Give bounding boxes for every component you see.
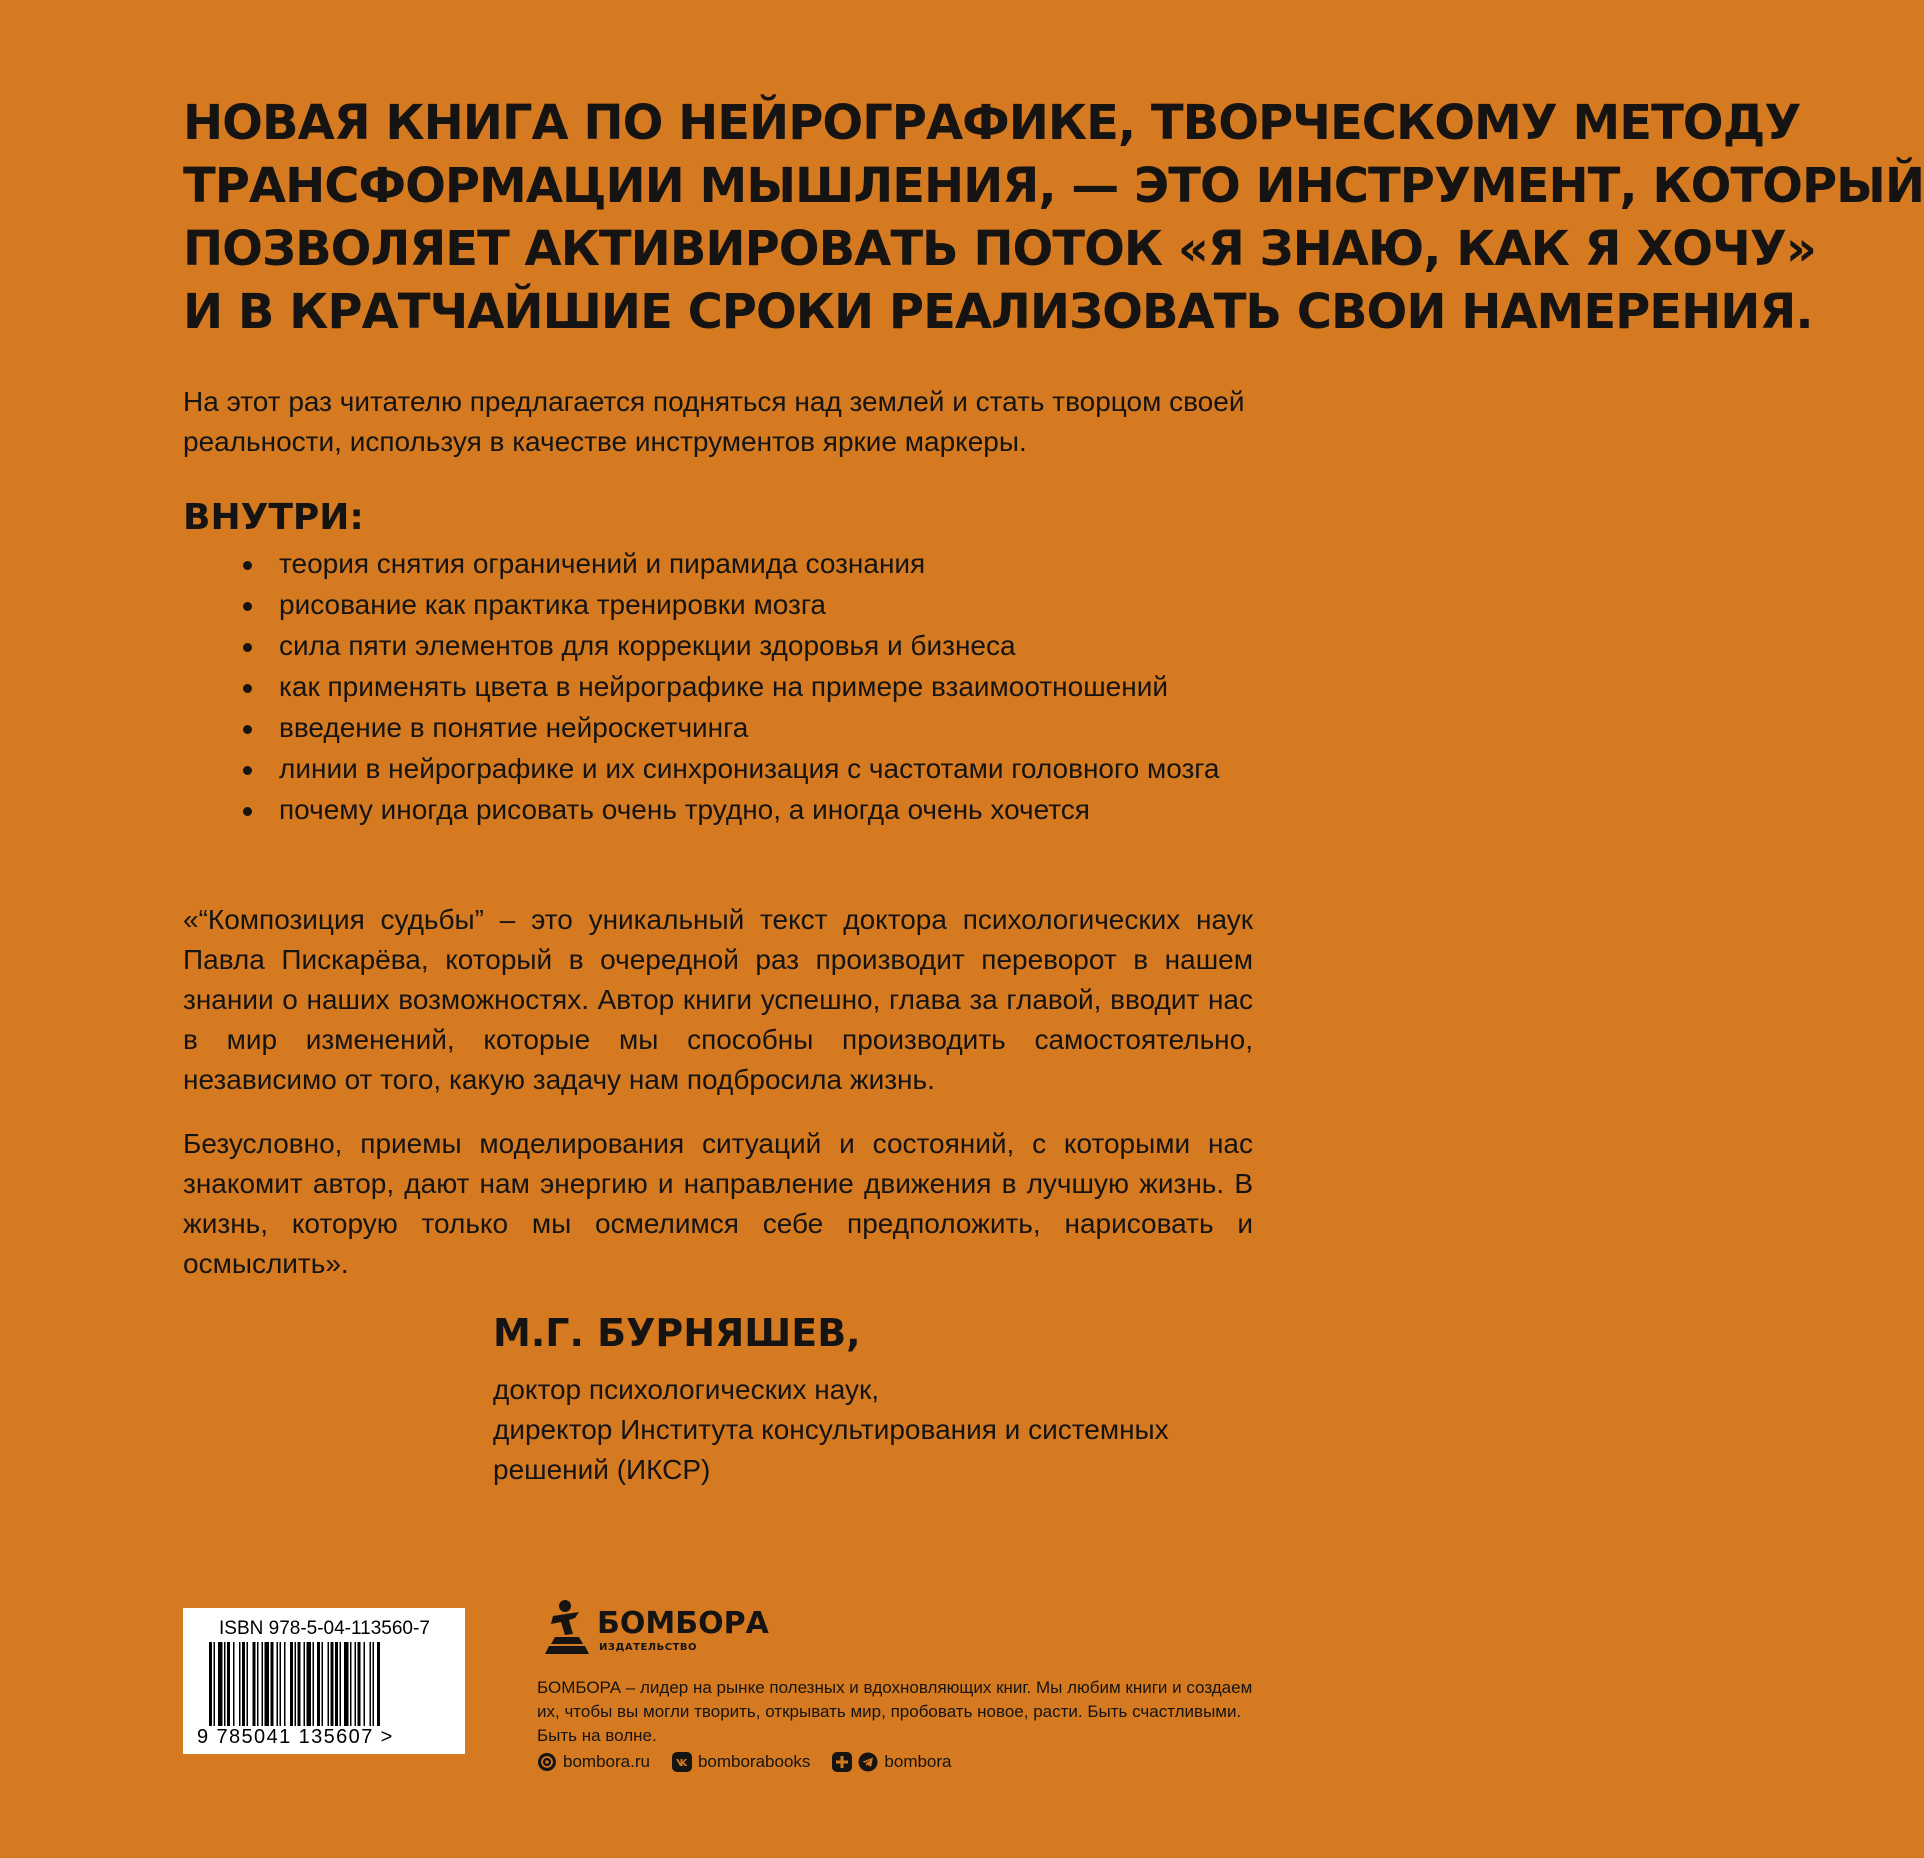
barcode-bar xyxy=(233,1642,235,1726)
barcode-bar xyxy=(298,1642,301,1726)
list-item-text: как применять цвета в нейрографике на примере взаимоотношений xyxy=(279,671,1168,702)
quote-paragraph-1: «“Композиция судьбы” – это уникальный текст доктора психологических наук Павла Пискарёва, который в очередной раз производит переворот в нашем знании о наших возможностях. Автор книги успешно, глава за главой, вводит нас в мир изменений, которые мы способны производить самостоятельно, независимо от того, какую задачу нам подбросила жизнь. xyxy=(183,904,1253,1095)
barcode-bar xyxy=(218,1642,223,1726)
barcode-bar xyxy=(262,1642,264,1726)
barcode-bar xyxy=(239,1642,241,1726)
bullet-icon xyxy=(243,684,252,693)
barcode-bar xyxy=(355,1642,357,1726)
barcode-bar xyxy=(280,1642,282,1726)
list-item-text: введение в понятие нейроскетчинга xyxy=(279,712,749,743)
logo-name: БОМБОРА xyxy=(597,1606,769,1641)
inside-list xyxy=(243,544,1253,831)
publisher-logo xyxy=(539,1592,769,1664)
barcode-bar xyxy=(350,1642,352,1726)
list-item-text: линии в нейрографике и их синхронизация с частотами головного мозга xyxy=(279,753,1220,784)
list-item xyxy=(243,708,1253,748)
social-label: bomborabooks xyxy=(697,1752,811,1771)
barcode-bar xyxy=(331,1642,334,1726)
bullet-icon xyxy=(243,561,252,570)
barcode-bar xyxy=(304,1642,306,1726)
barcode-bar xyxy=(224,1642,226,1726)
headline-line-4: И В КРАТЧАЙШИЕ СРОКИ РЕАЛИЗОВАТЬ СВОИ НАМЕРЕНИЯ. xyxy=(183,284,1813,340)
globe-icon xyxy=(537,1752,557,1772)
author-role-line-1: доктор психологических наук, xyxy=(493,1374,880,1405)
barcode-bar xyxy=(317,1642,320,1726)
list-item xyxy=(243,544,1253,584)
headline xyxy=(183,92,1924,344)
barcode-bar xyxy=(209,1642,212,1726)
barcode-bar xyxy=(373,1642,375,1726)
barcode-bar xyxy=(328,1642,330,1726)
social-link-site[interactable] xyxy=(537,1752,650,1772)
barcode-bar xyxy=(247,1642,249,1726)
headline-line-3: ПОЗВОЛЯЕТ АКТИВИРОВАТЬ ПОТОК «Я ЗНАЮ, КАК Я ХОЧУ» xyxy=(183,221,1816,277)
list-item-text: теория снятия ограничений и пирамида сознания xyxy=(279,548,926,579)
barcode-bar xyxy=(313,1642,315,1726)
barcode-bar xyxy=(265,1642,270,1726)
barcode-bars xyxy=(209,1642,441,1726)
review-quote xyxy=(183,900,1253,1308)
barcode-bar xyxy=(370,1642,372,1726)
social-link-vk[interactable] xyxy=(672,1752,810,1772)
social-link-messengers[interactable] xyxy=(832,1752,951,1772)
barcode-bar xyxy=(340,1642,342,1726)
bombora-logo-icon xyxy=(539,1596,595,1658)
publisher-description: БОМБОРА – лидер на рынке полезных и вдохновляющих книг. Мы любим книги и создаем их, чтобы вы могли творить, открывать мир, пробовать новое, расти. Быть счастливыми. Быть на волне. xyxy=(537,1678,1253,1745)
list-item xyxy=(243,585,1253,625)
quote-paragraph-2: Безусловно, приемы моделирования ситуаций и состояний, с которыми нас знакомит автор, дают нам энергию и направление движения в лучшую жизнь. В жизнь, которую только мы осмелимся себе предположить, нарисовать и осмыслить». xyxy=(183,1128,1253,1279)
headline-line-2: ТРАНСФОРМАЦИИ МЫШЛЕНИЯ, — ЭТО ИНСТРУМЕНТ, КОТОРЫЙ xyxy=(183,158,1924,214)
social-label: bombora.ru xyxy=(563,1752,650,1771)
list-item-text: почему иногда рисовать очень трудно, а иногда очень хочется xyxy=(279,794,1090,825)
plus-icon xyxy=(832,1752,852,1772)
barcode-bar xyxy=(214,1642,216,1726)
list-item xyxy=(243,667,1253,707)
barcode-bar xyxy=(358,1642,361,1726)
list-item-text: рисование как практика тренировки мозга xyxy=(279,589,826,620)
barcode-bar xyxy=(253,1642,256,1726)
barcode-bar xyxy=(344,1642,349,1726)
bullet-icon xyxy=(243,807,252,816)
barcode-bar xyxy=(290,1642,293,1726)
barcode-bar xyxy=(284,1642,286,1726)
barcode-bar xyxy=(295,1642,297,1726)
logo-subtitle: ИЗДАТЕЛЬСТВО xyxy=(599,1642,697,1653)
barcode-bar xyxy=(307,1642,312,1726)
barcode-bar xyxy=(227,1642,230,1726)
inside-title: ВНУТРИ: xyxy=(183,497,364,538)
bullet-icon xyxy=(243,766,252,775)
barcode-bar xyxy=(257,1642,259,1726)
barcode-bar xyxy=(271,1642,274,1726)
list-item xyxy=(243,749,1253,789)
barcode-bar xyxy=(335,1642,338,1726)
list-item-text: сила пяти элементов для коррекции здоровья и бизнеса xyxy=(279,630,1016,661)
isbn-barcode xyxy=(183,1608,465,1754)
telegram-icon xyxy=(858,1752,878,1772)
list-item xyxy=(243,626,1253,666)
author-name: М.Г. БУРНЯШЕВ, xyxy=(493,1311,861,1355)
author-role-line-2: директор Института консультирования и системных решений (ИКСР) xyxy=(493,1414,1169,1485)
bullet-icon xyxy=(243,643,252,652)
intro-paragraph: На этот раз читателю предлагается подняться над землей и стать творцом своей реальности, используя в качестве инструментов яркие маркеры. xyxy=(183,386,1245,457)
list-item xyxy=(243,790,1253,830)
headline-line-1: НОВАЯ КНИГА ПО НЕЙРОГРАФИКЕ, ТВОРЧЕСКОМУ МЕТОДУ xyxy=(183,95,1801,151)
barcode-bar xyxy=(322,1642,324,1726)
barcode-bar xyxy=(277,1642,279,1726)
isbn-text: ISBN 978-5-04-113560-7 xyxy=(219,1618,430,1639)
bullet-icon xyxy=(243,725,252,734)
barcode-bar xyxy=(364,1642,366,1726)
vk-icon xyxy=(672,1752,692,1772)
barcode-bar xyxy=(242,1642,245,1726)
barcode-bar xyxy=(377,1642,380,1726)
author-role xyxy=(493,1370,1253,1490)
social-label: bombora xyxy=(884,1752,952,1771)
bullet-icon xyxy=(243,602,252,611)
barcode-digits: 9 785041 135607 > xyxy=(197,1726,394,1748)
social-links xyxy=(537,1752,952,1772)
